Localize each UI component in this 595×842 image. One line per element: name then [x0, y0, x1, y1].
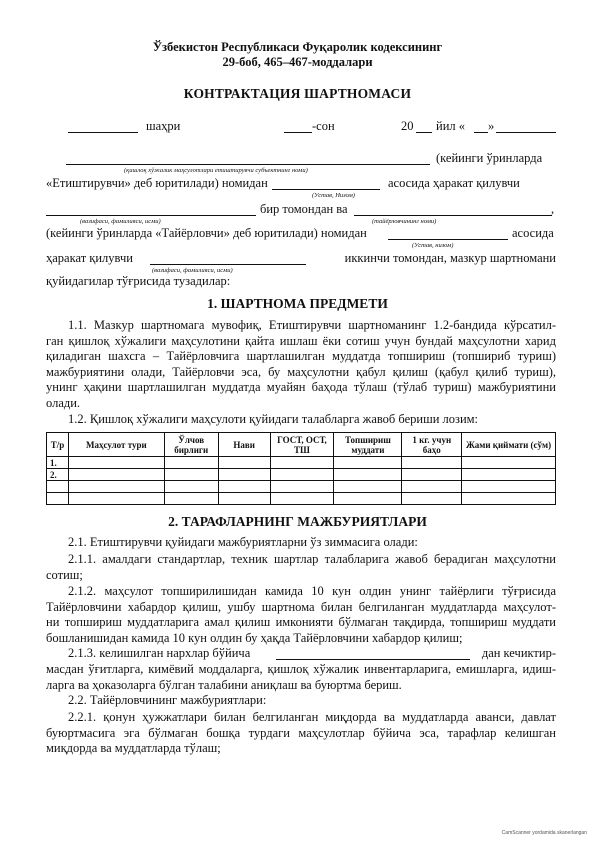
- on-basis: асосида: [512, 226, 554, 240]
- grower-name-blank[interactable]: [66, 153, 430, 165]
- table-cell[interactable]: [462, 481, 556, 493]
- table-cell[interactable]: [334, 481, 402, 493]
- charter-blank-2[interactable]: [388, 228, 508, 240]
- caption-subject: (қишлоқ хўжалик маҳсулотлари етиштирувчи субъектнинг номи): [124, 167, 308, 174]
- clause-1-1-line: ган қишлоқ хўжалиги маҳсулотини қайта ишлаш ёки сотиш учун бундай маҳсулотни харид: [46, 333, 556, 348]
- section-2-title: 2. ТАРАФЛАРНИНГ МАЖБУРИЯТЛАРИ: [168, 514, 427, 529]
- header-line-1: Ўзбекистон Республикаси Фуқаролик кодексининг: [152, 40, 443, 54]
- concluded-line: қуйидагилар тўғрисида тузадилар:: [46, 274, 231, 288]
- clause-2-1: 2.1. Етиштирувчи қуйидаги мажбуриятларни ўз зиммасига олади:: [68, 535, 418, 549]
- clause-2-1-3-mid: дан кечиктир-: [481, 646, 556, 660]
- table-cell[interactable]: [334, 493, 402, 505]
- caption-charter-1: (Устав, Низом): [312, 192, 355, 199]
- table-cell[interactable]: [270, 493, 334, 505]
- date-line: [46, 119, 556, 135]
- month-blank[interactable]: [496, 121, 556, 133]
- acting-2: ҳаракат қилувчи: [46, 251, 133, 265]
- caption-procurer: (тайёрловчининг номи): [372, 218, 437, 225]
- day-close: »: [488, 119, 495, 133]
- clause-2-1-2-line: ни топшириш муддатларига амал қилиш имконияти бўлмаган тақдирда, топшириш муддати: [46, 615, 556, 629]
- table-cell[interactable]: [164, 481, 218, 493]
- clause-2-1-3-line: масдан ўғитларга, кимёвий моддаларга, қишлоқ хўжалик инвентарларига, емишларга, идиш-: [46, 662, 556, 676]
- header-line-2: 29-боб, 465–467-моддалари: [222, 55, 373, 69]
- table-cell[interactable]: [402, 493, 462, 505]
- caption-position-1: (вазифаси, фамилияси, исми): [80, 218, 161, 225]
- one-side: бир томондан ва: [260, 202, 348, 216]
- table-cell[interactable]: [164, 469, 218, 481]
- table-cell[interactable]: [402, 469, 462, 481]
- clause-2-2-1: [46, 710, 556, 757]
- prices-deadline-blank[interactable]: [276, 648, 470, 660]
- table-cell[interactable]: [270, 469, 334, 481]
- clause-2-2-1-line: миқдорда ва муддатларда тўлаш;: [46, 741, 221, 755]
- clause-2-1-2-line: 2.1.2. маҳсулот топширилишидан камида 10 кун олдин унинг тайёрлиги тўғрисида: [68, 584, 556, 598]
- caption-position-2: (вазифаси, фамилияси, исми): [152, 267, 233, 274]
- clause-2-2: 2.2. Тайёрловчининг мажбуриятлари:: [68, 693, 267, 707]
- clause-2-1-2-line: Тайёрловчини хабардор қилиш, ушбу шартнома билан белгиланган муддатларда маҳсулот-: [46, 599, 556, 614]
- table-body: [47, 457, 556, 505]
- table-cell[interactable]: [68, 469, 164, 481]
- col-header-price-per-kg: 1 кг. учун баҳо: [402, 433, 462, 457]
- table-cell[interactable]: [402, 457, 462, 469]
- table-cell[interactable]: [270, 481, 334, 493]
- day-blank[interactable]: [474, 121, 488, 133]
- parties-line-1: [46, 151, 556, 167]
- clause-1-1: [46, 318, 556, 411]
- table-cell[interactable]: [218, 457, 270, 469]
- col-header-total-value: Жами қиймати (сўм): [462, 433, 556, 457]
- other-side: иккинчи томондан, мазкур шартномани: [344, 251, 556, 265]
- number-suffix: -сон: [312, 119, 335, 133]
- clause-2-1-2: [46, 584, 556, 646]
- table-cell[interactable]: [218, 481, 270, 493]
- clause-1-1-line: унинг ҳақини шартлашилган муддатда муайян баҳода тўлаш (тўлаб туриш) мажбуриятини: [46, 380, 556, 394]
- clause-2-2-1-line: буюртмасига эга бўлмаган бошқа турдаги маҳсулотлар бўйича эса, тарафлар келишган: [46, 725, 556, 740]
- clause-2-1-2-line: бошланишидан камида 10 кун олдин бу ҳақда Тайёрловчини хабардор қилиш;: [46, 630, 463, 645]
- clause-1-2: 1.2. Қишлоқ хўжалиги маҳсулоти қуйидаги талабларга жавоб бериши лозим:: [68, 412, 479, 426]
- city-suffix: шаҳри: [146, 119, 181, 133]
- table-row: [47, 457, 556, 469]
- document-title: КОНТРАКТАЦИЯ ШАРТНОМАСИ: [183, 86, 412, 101]
- table-cell[interactable]: [68, 481, 164, 493]
- table-cell[interactable]: [68, 493, 164, 505]
- col-header-delivery-term: Топшириш муддати: [334, 433, 402, 457]
- charter-blank-1[interactable]: [272, 178, 380, 190]
- col-header-product-type: Маҳсулот тури: [68, 433, 164, 457]
- grower-called: «Етиштирувчи» деб юритилади) номидан: [46, 176, 268, 190]
- clause-2-1-1-line: 2.1.1. амалдаги стандартлар, техник шартлар талабларига жавоб берадиган маҳсулотни: [68, 552, 556, 566]
- col-header-number: Т/р: [47, 433, 69, 457]
- product-requirements-table: [46, 432, 556, 505]
- row-number-cell: [47, 481, 69, 493]
- table-cell[interactable]: [164, 493, 218, 505]
- number-blank[interactable]: [284, 121, 312, 133]
- col-header-grade: Нави: [218, 433, 270, 457]
- scanner-footer: CamScanner yordamida skanerlangan: [501, 830, 587, 836]
- caption-charter-2: (Устав, низом): [412, 242, 454, 249]
- comma: ,: [551, 202, 555, 216]
- parties-line-2: [46, 176, 556, 192]
- table-cell[interactable]: [218, 469, 270, 481]
- clause-2-1-1: [46, 552, 556, 583]
- clause-1-1-line: қиладиган шахсга – Тайёрловчига шартлашилган муддатда топшириш (топшириб туриш): [46, 349, 556, 363]
- city-blank[interactable]: [68, 121, 138, 133]
- clause-2-1-3-start: 2.1.3. келишилган нархлар бўйича: [68, 646, 251, 660]
- table-cell[interactable]: [462, 457, 556, 469]
- col-header-standard: ГОСТ, ОСТ, ТШ: [270, 433, 334, 457]
- procurer-name-blank[interactable]: [354, 202, 555, 216]
- year-suffix: йил «: [436, 119, 465, 133]
- acting-on-1: асосида ҳаракат қилувчи: [388, 176, 520, 190]
- table-cell[interactable]: [402, 481, 462, 493]
- table-cell[interactable]: [270, 457, 334, 469]
- table-row: [47, 493, 556, 505]
- clause-2-1-1-line: сотиш;: [46, 567, 83, 582]
- clause-2-2-1-line: 2.2.1. қонун ҳужжатлари билан белгиланган миқдорда ва муддатларда аванси, давлат: [68, 710, 556, 724]
- clause-2-1-3-first: [68, 646, 556, 662]
- table-header-row: [47, 433, 556, 457]
- clause-2-1-3: [46, 662, 556, 693]
- parties-line-3: [46, 202, 556, 218]
- table-cell[interactable]: [334, 457, 402, 469]
- clause-1-1-line: 1.1. Мазкур шартномага мувофиқ, Етиштирувчи шартноманинг 1.2-бандида кўрсатил-: [68, 318, 556, 332]
- procurer-rep-blank[interactable]: [150, 253, 306, 265]
- table-cell[interactable]: [68, 457, 164, 469]
- table-cell[interactable]: [218, 493, 270, 505]
- table-row: [47, 469, 556, 481]
- table-row: [47, 481, 556, 493]
- clause-1-1-line: олади.: [46, 395, 81, 410]
- row-number-cell: [47, 493, 69, 505]
- table-cell[interactable]: [462, 493, 556, 505]
- year-prefix: 20: [401, 119, 414, 133]
- row-number-cell: 1.: [47, 457, 69, 469]
- table-cell[interactable]: [164, 457, 218, 469]
- after-subject: (кейинги ўринларда: [436, 151, 543, 165]
- clause-1-1-line: мажбуриятини олади, Тайёрловчи эса, бу маҳсулотни қабул қилиш (қабул қилиб туриш),: [46, 364, 556, 379]
- section-1-title: 1. ШАРТНОМА ПРЕДМЕТИ: [207, 296, 388, 311]
- clause-2-1-3-line: ларга ва ҳоказоларга бўлган талабини аниқлаш ва буюртма бериш.: [46, 677, 402, 692]
- table-cell[interactable]: [462, 469, 556, 481]
- parties-line-4: [46, 226, 556, 242]
- table-cell[interactable]: [334, 469, 402, 481]
- row-number-cell: 2.: [47, 469, 69, 481]
- year-blank[interactable]: [416, 121, 432, 133]
- grower-rep-blank[interactable]: [46, 204, 256, 216]
- parties-line-5: [46, 251, 556, 267]
- col-header-unit: Ўлчов бирлиги: [164, 433, 218, 457]
- procurer-called: (кейинги ўринларда «Тайёрловчи» деб юритилади) номидан: [46, 226, 367, 240]
